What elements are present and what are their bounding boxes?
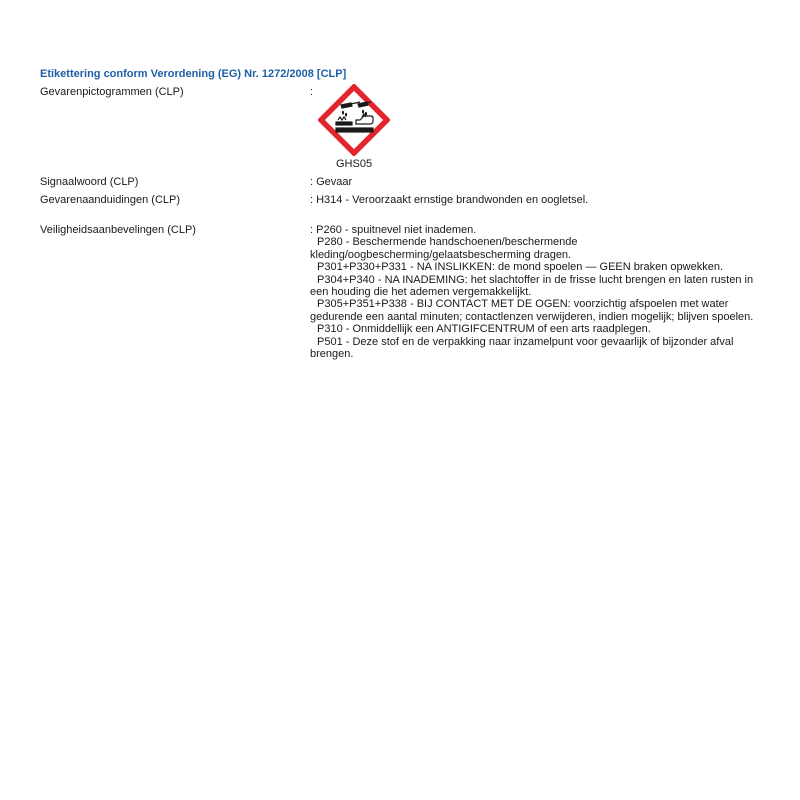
statement-line: P301+P330+P331 - NA INSLIKKEN: de mond spoelen — GEEN braken opwekken. <box>317 261 724 274</box>
precautionary-label: Veiligheidsaanbevelingen (CLP) <box>40 224 196 236</box>
hazard-value: : H314 - Veroorzaakt ernstige brandwonden en oogletsel. <box>310 194 589 206</box>
signal-word-value: : Gevaar <box>310 176 353 188</box>
statement-line: P280 - Beschermende handschoenen/beschermende <box>317 236 578 249</box>
statement-line: : P260 - spuitnevel niet inademen. <box>310 224 477 236</box>
section-title: Etikettering conform Verordening (EG) Nr. 1272/2008 [CLP] <box>40 68 347 80</box>
ghs05-corrosion-icon <box>318 84 390 156</box>
pictograms-label: Gevarenpictogrammen (CLP) <box>40 86 184 98</box>
statement-line: P310 - Onmiddellijk een ANTIGIFCENTRUM of een arts raadplegen. <box>317 323 651 336</box>
statement-line: kleding/oogbescherming/gelaatsbescherming dragen. <box>310 248 572 261</box>
signal-word-label: Signaalwoord (CLP) <box>40 176 139 188</box>
pictograms-colon: : <box>310 86 314 98</box>
statement-line: gedurende een aantal minuten; contactlenzen verwijderen, indien mogelijk; blijven spoelen. <box>310 310 754 323</box>
statement-line: P304+P340 - NA INADEMING: het slachtoffer in de frisse lucht brengen en laten rusten in <box>317 273 754 286</box>
hazard-label: Gevarenaanduidingen (CLP) <box>40 194 181 206</box>
precautionary-statements <box>310 224 780 360</box>
statement-line: P305+P351+P338 - BIJ CONTACT MET DE OGEN: voorzichtig afspoelen met water <box>317 298 729 311</box>
pictogram-code: GHS05 <box>336 158 373 170</box>
statement-line: een houding die het ademen vergemakkelijkt. <box>310 286 532 299</box>
statement-line: P501 - Deze stof en de verpakking naar inzamelpunt voor gevaarlijk of bijzonder afval <box>317 335 734 348</box>
statement-line: brengen. <box>310 348 354 361</box>
